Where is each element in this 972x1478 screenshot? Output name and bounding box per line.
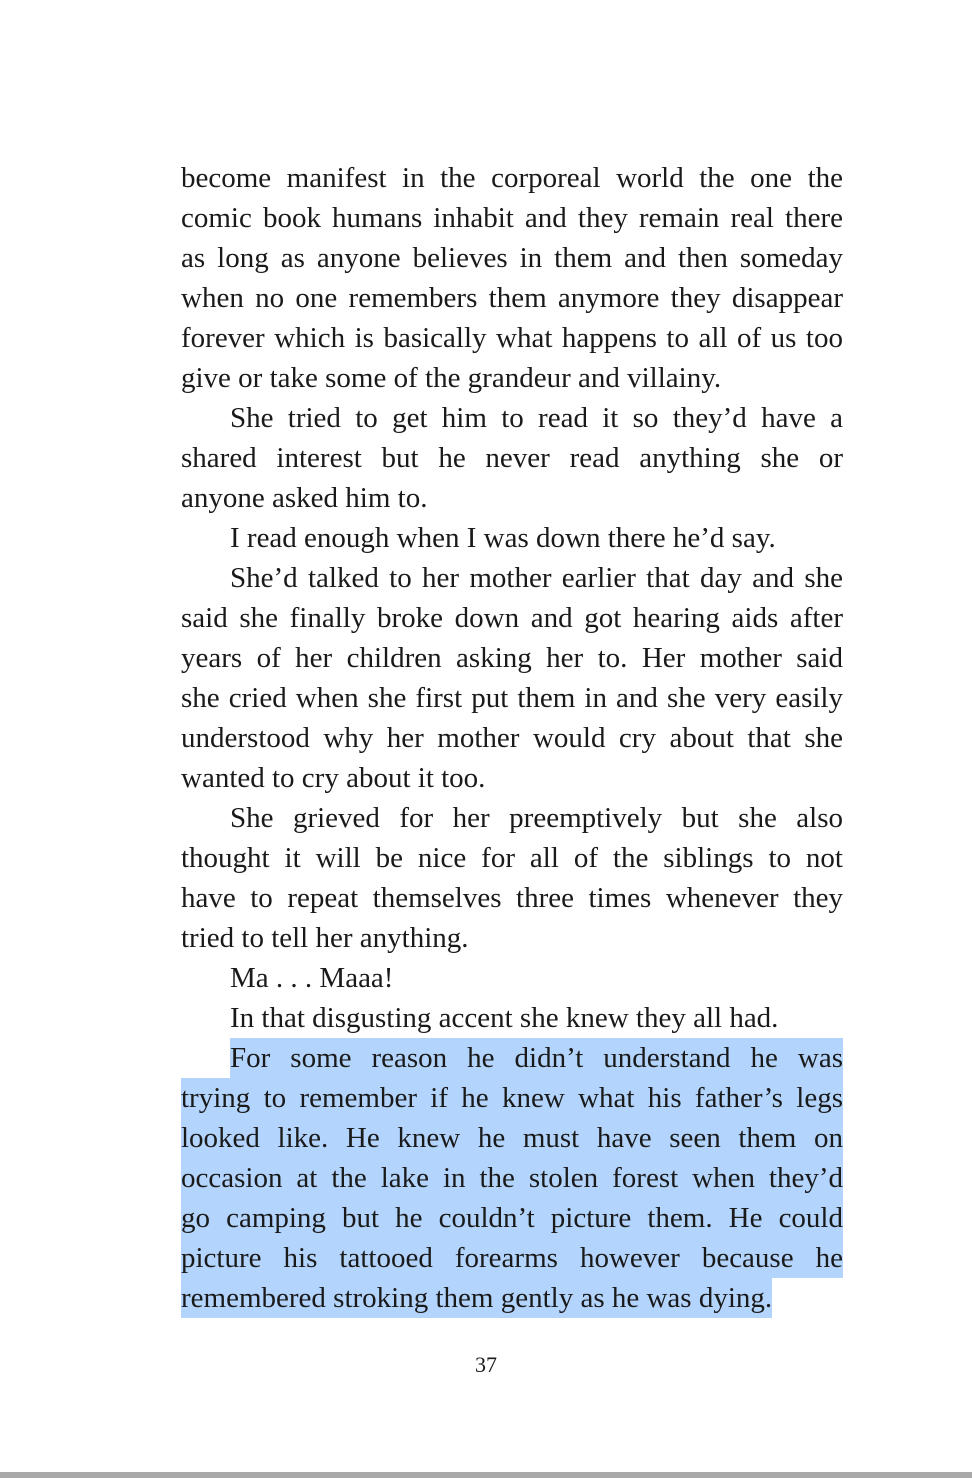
text-line: forever which is basically what happens to all of us too bbox=[181, 322, 843, 354]
text-line: years of her children asking her to. Her mother said bbox=[181, 642, 843, 674]
highlighted-selection[interactable] bbox=[181, 1038, 843, 1329]
text-line: become manifest in the corporeal world the one the bbox=[181, 162, 843, 194]
text-line: shared interest but he never read anything she or bbox=[181, 442, 843, 474]
highlighted-line[interactable]: trying to remember if he knew what his father’s legs bbox=[181, 1078, 843, 1118]
text-line: as long as anyone believes in them and then someday bbox=[181, 242, 843, 274]
highlighted-line-text[interactable]: For some reason he didn’t understand he was bbox=[230, 1038, 843, 1078]
text-line: anyone asked him to. bbox=[181, 482, 428, 514]
text-line: She grieved for her preemptively but she also bbox=[230, 802, 843, 834]
text-line: give or take some of the grandeur and villainy. bbox=[181, 362, 722, 394]
highlighted-line[interactable]: go camping but he couldn’t picture them. He could bbox=[181, 1198, 843, 1238]
text-line: wanted to cry about it too. bbox=[181, 762, 486, 794]
text-line: she cried when she first put them in and she very easily bbox=[181, 682, 843, 714]
text-line: In that disgusting accent she knew they all had. bbox=[230, 1002, 779, 1034]
text-line: tried to tell her anything. bbox=[181, 922, 469, 954]
highlighted-line[interactable]: remembered stroking them gently as he was dying. bbox=[181, 1278, 772, 1318]
highlighted-line[interactable]: looked like. He knew he must have seen them on bbox=[181, 1118, 843, 1158]
text-line: comic book humans inhabit and they remain real there bbox=[181, 202, 843, 234]
highlighted-line[interactable] bbox=[181, 1038, 843, 1078]
text-line: She tried to get him to read it so they’d have a bbox=[230, 402, 843, 434]
window-bottom-edge bbox=[0, 1472, 972, 1478]
highlighted-line-wrapper bbox=[181, 1278, 843, 1329]
text-line: I read enough when I was down there he’d say. bbox=[230, 522, 776, 554]
highlighted-line[interactable]: picture his tattooed forearms however because he bbox=[181, 1238, 843, 1278]
text-line: said she finally broke down and got hearing aids after bbox=[181, 602, 843, 634]
text-line: understood why her mother would cry about that she bbox=[181, 722, 843, 754]
text-line: have to repeat themselves three times whenever they bbox=[181, 882, 843, 914]
highlighted-line[interactable]: occasion at the lake in the stolen forest when they’d bbox=[181, 1158, 843, 1198]
text-line: Ma . . . Maaa! bbox=[230, 962, 394, 994]
page-number: 37 bbox=[475, 1352, 497, 1377]
text-line: thought it will be nice for all of the siblings to not bbox=[181, 842, 843, 874]
text-line: She’d talked to her mother earlier that day and she bbox=[230, 562, 843, 594]
text-line: when no one remembers them anymore they disappear bbox=[181, 282, 843, 314]
page-body-text bbox=[181, 158, 843, 1329]
